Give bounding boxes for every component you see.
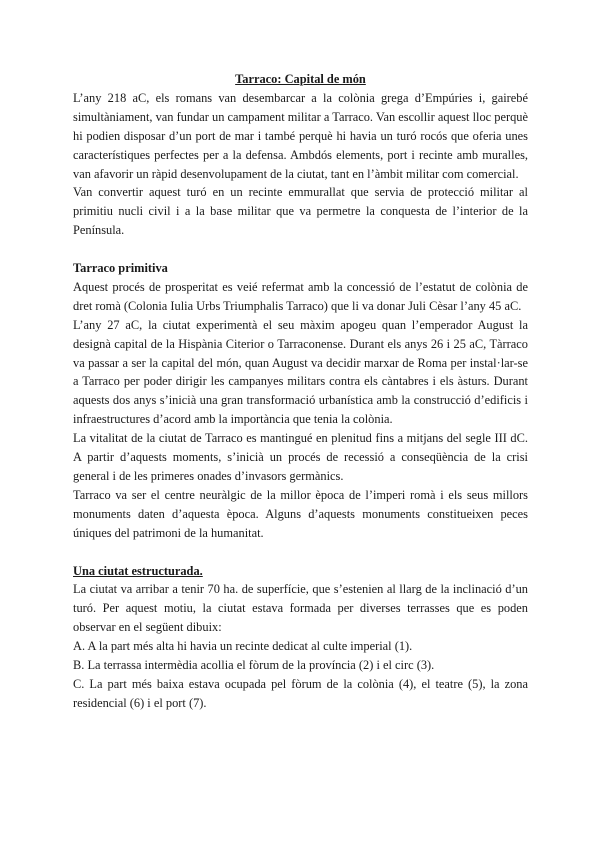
body-paragraph: L’any 27 aC, la ciutat experimentà el seu màxim apogeu quan l’emperador August la designà capital de la Hispània Citerior o Tarraconense. Durant els anys 26 i 25 aC, Tàrraco va passar a ser la capital del món, quan August va decidir marxar de Roma per instal·lar-se a Tarraco per poder dirigir les campanyes militars contra els càntabres i els àsturs. Durant aquests dos anys s’inicià una gran transformació urbanística amb la construcció d’edificis i infraestructures d’acord amb la importància que tenia la colònia. — [73, 317, 528, 427]
intro-paragraph: L’any 218 aC, els romans van desembarcar a la colònia grega d’Empúries i, gairebé simultàniament, van fundar un campament militar a Tarraco. Van escollir aquest lloc perquè hi podien disposar d’un port de mar i també perquè hi havia un turó rocós que oferia unes característiques perfectes per a la defensa. Ambdós elements, port i recinte amb muralles, van afavorir un ràpid desenvolupament de la ciutat, tant en l’àmbit militar com comercial. — [73, 90, 528, 181]
body-paragraph: Tarraco va ser el centre neuràlgic de la millor època de l’imperi romà i els seus millors monuments daten d’aquesta època. Alguns d’aquests monuments constitueixen peces úniques del patrimoni de la humanitat. — [73, 487, 528, 540]
section-heading-ciutat-estructurada: Una ciutat estructurada. — [73, 563, 203, 578]
list-item-a: A. A la part més alta hi havia un recinte dedicat al culte imperial (1). — [73, 639, 413, 654]
body-paragraph: La vitalitat de la ciutat de Tarraco es mantingué en plenitud fins a mitjans del segle III dC. A partir d’aquests moments, s’inicià un procés de recessió a conseqüència de la crisi general i de les primeres onades d’invasors germànics. — [73, 431, 528, 484]
body-paragraph: La ciutat va arribar a tenir 70 ha. de superfície, que s’estenien al llarg de la inclinació d’un turó. Per aquest motiu, la ciutat estava formada per diverses terrasses que es poden observar en el següent dibuix: — [73, 582, 528, 635]
document-title: Tarraco: Capital de món — [235, 72, 366, 86]
list-item-c: C. La part més baixa estava ocupada pel fòrum de la colònia (4), el teatre (5), la zona residencial (6) i el port (7). — [73, 676, 528, 710]
intro-paragraph: Van convertir aquest turó en un recinte emmurallat que servia de protecció militar al primitiu nucli civil i a la base militar que va permetre la conquesta de l’interior de la Península. — [73, 185, 528, 238]
section-heading-tarraco-primitiva: Tarraco primitiva — [73, 261, 168, 276]
body-paragraph: Aquest procés de prosperitat es veié refermat amb la concessió de l’estatut de colònia de dret romà (Colonia Iulia Urbs Triumphalis Tarraco) que li va donar Juli Cèsar l’any 45 aC. — [73, 279, 528, 313]
spacer — [73, 543, 528, 562]
spacer — [73, 240, 528, 259]
list-item-b: B. La terrassa intermèdia acollia el fòrum de la província (2) i el circ (3). — [73, 658, 435, 673]
document-page — [73, 70, 528, 713]
